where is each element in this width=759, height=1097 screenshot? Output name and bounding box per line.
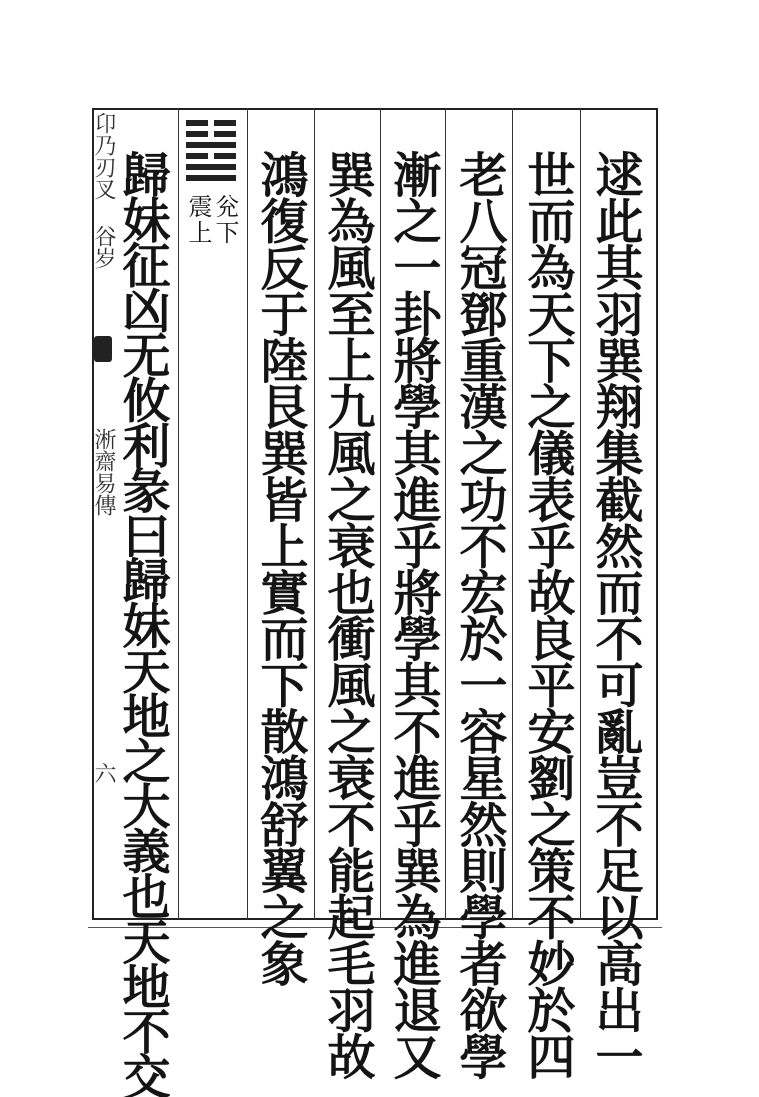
hexagram-icon xyxy=(186,118,236,188)
column-rule xyxy=(512,108,513,920)
margin-page-number: 六 xyxy=(91,762,116,784)
margin-header: 卬乃刃叉 谷岁 xyxy=(91,112,116,269)
text-column-7: 歸妹征凶无攸利彖曰歸妹天地之大義也天地不交 xyxy=(114,150,170,1097)
text-column-3: 老八冠鄧重漢之功不宏於一容星然則學者欲學 xyxy=(451,150,507,1079)
margin-fishtail-mark xyxy=(94,336,112,362)
column-rule xyxy=(445,108,446,920)
text-column-6: 鴻復反于陸艮巽皆上實而下散鴻舒翼之象 xyxy=(252,150,308,986)
column-rule xyxy=(247,108,248,920)
column-rule xyxy=(314,108,315,920)
trigram-note-lower: 兊下 xyxy=(211,194,239,246)
column-rule xyxy=(580,108,581,920)
trigram-note-upper: 震上 xyxy=(184,194,212,246)
column-rule xyxy=(178,108,179,920)
text-column-4: 漸之一卦將學其進乎將學其不進乎巽為進退又 xyxy=(385,150,441,1079)
text-column-2: 世而為天下之儀表乎故良平安劉之策不妙於四 xyxy=(519,150,575,1079)
text-column-5: 巽為風至上九風之衰也衝風之衰不能起毛羽故 xyxy=(319,150,375,1079)
text-column-1: 逑此其羽巽翔集截然而不可亂豈不足以高出一 xyxy=(587,150,643,1079)
margin-book-title: 淅齋易傳 xyxy=(91,428,116,516)
column-rule xyxy=(380,108,381,920)
